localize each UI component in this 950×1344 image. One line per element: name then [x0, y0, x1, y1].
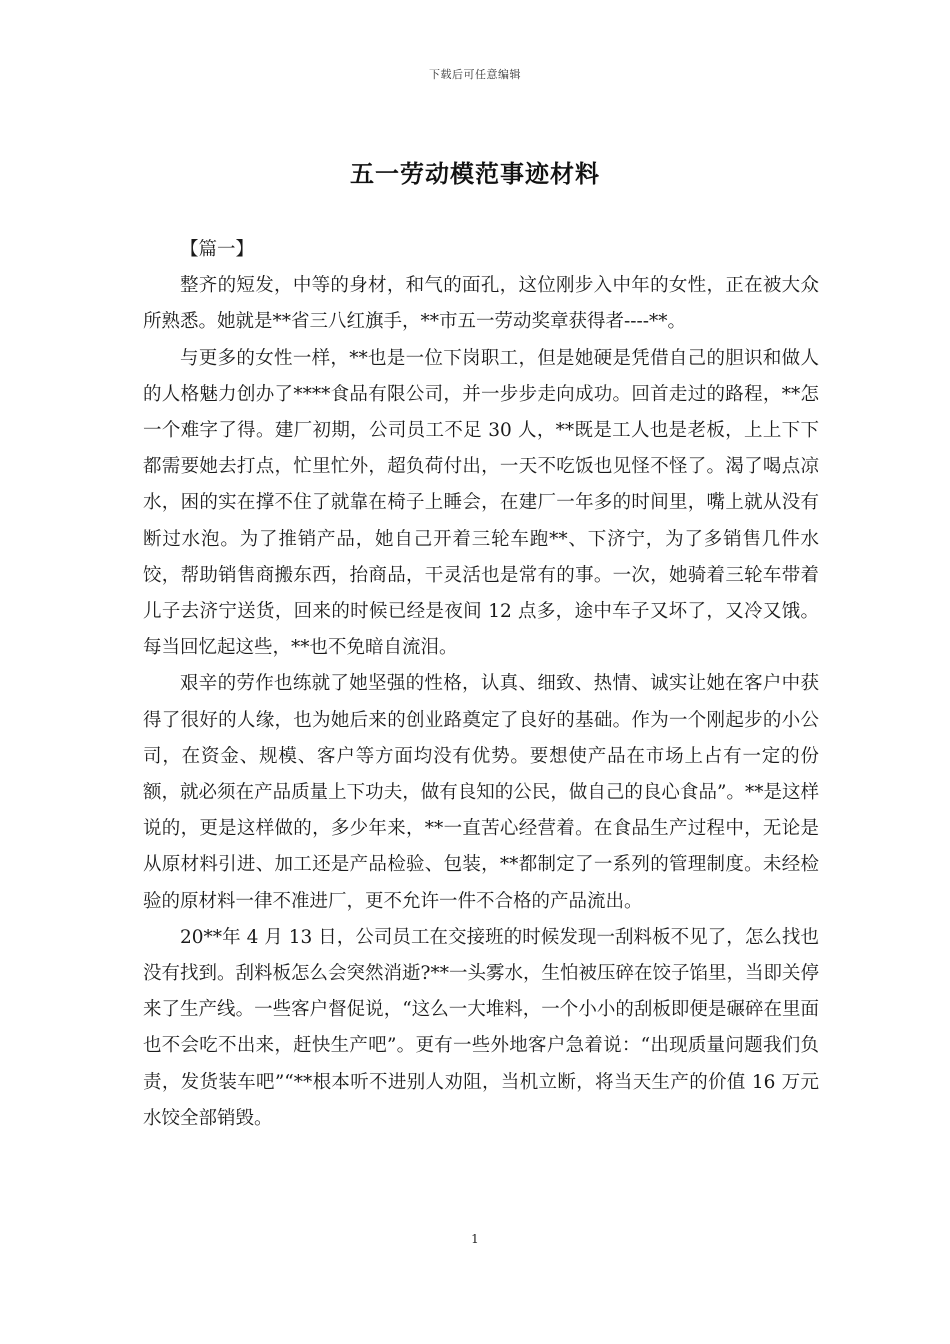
page-number: 1: [471, 1232, 479, 1246]
paragraph-1: 整齐的短发，中等的身材，和气的面孔，这位刚步入中年的女性，正在被大众所熟悉。她就是**省三八红旗手，**市五一劳动奖章获得者----**。: [143, 275, 819, 333]
section-label: 【篇一】: [180, 239, 255, 260]
header-note: 下载后可任意编辑: [429, 68, 521, 81]
paragraph-4: 20**年 4 月 13 日，公司员工在交接班的时候发现一刮料板不见了，怎么找也没有找到。刮料板怎么会突然消逝?**一头雾水，生怕被压碎在饺子馅里，当即关停来了生产线。一些客户督促说，“这么一大堆料，一个小小的刮板即便是碾碎在里面也不会吃不出来，赶快生产吧”。更有一些外地客户急着说：“出现质量问题我们负责，发货装车吧”“**根本听不进别人劝阻，当机立断，将当天生产的价值 16 万元水饺全部销毁。: [143, 926, 819, 1129]
paragraph-2: 与更多的女性一样，**也是一位下岗职工，但是她硬是凭借自己的胆识和做人的人格魅力创办了****食品有限公司，并一步步走向成功。回首走过的路程，**怎一个难字了得。建厂初期，公司员工不足 30 人，**既是工人也是老板，上上下下都需要她去打点，忙里忙外，超负荷付出，一天不吃饭也见怪不怪了。渴了喝点凉水，困的实在撑不住了就靠在椅子上睡会，在建厂一年多的时间里，嘴上就从没有断过水泡。为了推销产品，她自己开着三轮车跑**、下济宁，为了多销售几件水饺，帮助销售商搬东西，抬商品，干灵活也是常有的事。一次，她骑着三轮车带着儿子去济宁送货，回来的时候已经是夜间 12 点多，途中车子又坏了，又冷又饿。每当回忆起这些，**也不免暗自流泪。: [143, 347, 819, 659]
document-body: [143, 232, 819, 1137]
paragraph-3: 艰辛的劳作也练就了她坚强的性格，认真、细致、热情、诚实让她在客户中获得了很好的人缘，也为她后来的创业路奠定了良好的基础。作为一个刚起步的小公司，在资金、规模、客户等方面均没有优势。要想使产品在市场上占有一定的份额，就必须在产品质量上下功夫，做有良知的公民，做自己的良心食品”。**是这样说的，更是这样做的，多少年来，**一直苦心经营着。在食品生产过程中，无论是从原材料引进、加工还是产品检验、包装，**都制定了一系列的管理制度。未经检验的原材料一律不准进厂，更不允许一件不合格的产品流出。: [143, 673, 819, 912]
document-title: 五一劳动模范事迹材料: [350, 159, 600, 188]
